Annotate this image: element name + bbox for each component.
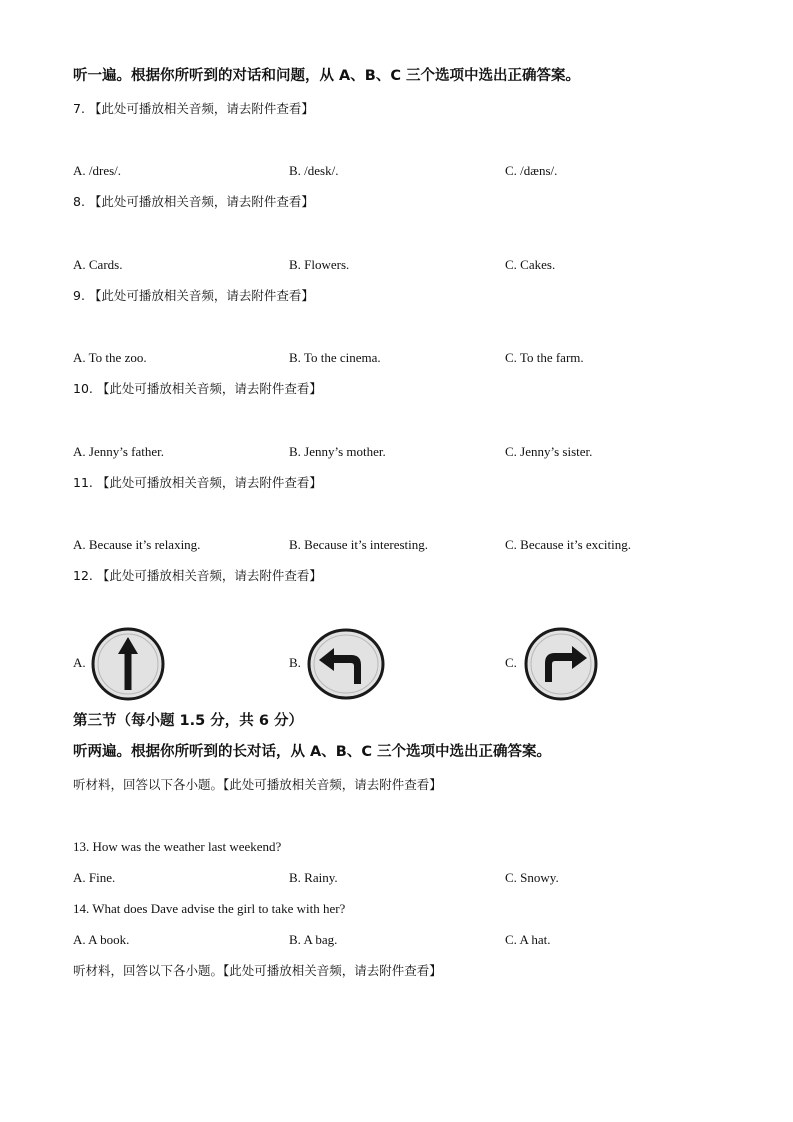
question-number: 7. bbox=[73, 101, 85, 116]
instruction-heading-1: 听一遍。根据你所听到的对话和问题，从 A、B、C 三个选项中选出正确答案。 bbox=[73, 68, 581, 84]
question-11-audio bbox=[73, 474, 322, 492]
instruction-heading-2: 听两遍。根据你所听到的长对话，从 A、B、C 三个选项中选出正确答案。 bbox=[73, 744, 552, 760]
question-number: 11. bbox=[73, 475, 93, 490]
option-letter: B. bbox=[289, 655, 301, 670]
option-c[interactable]: C. To the farm. bbox=[505, 350, 584, 365]
option-b[interactable]: B. A bag. bbox=[289, 932, 338, 947]
option-a[interactable]: A. Fine. bbox=[73, 870, 116, 885]
option-b[interactable]: B. To the cinema. bbox=[289, 350, 381, 365]
question-12-options bbox=[73, 626, 733, 702]
option-b[interactable]: B. Because it’s interesting. bbox=[289, 537, 429, 552]
question-10-options bbox=[73, 443, 733, 461]
question-8-audio bbox=[73, 193, 314, 211]
straight-arrow-icon bbox=[87, 626, 169, 702]
section-3-title: 第三节（每小题 1.5 分，共 6 分） bbox=[73, 713, 303, 729]
option-c[interactable]: C. /dæns/. bbox=[505, 163, 558, 178]
question-13-options bbox=[73, 869, 733, 887]
audio-placeholder[interactable]: 【此处可播放相关音频，请去附件查看】 bbox=[96, 568, 322, 583]
option-c[interactable]: C. Cakes. bbox=[505, 257, 556, 272]
option-b[interactable]: B. Flowers. bbox=[289, 257, 350, 272]
audio-placeholder[interactable]: 【此处可播放相关音频，请去附件查看】 bbox=[88, 194, 314, 209]
option-letter: C. bbox=[505, 655, 517, 670]
option-letter: A. bbox=[73, 655, 86, 670]
option-c[interactable]: C. A hat. bbox=[505, 932, 551, 947]
question-8-options bbox=[73, 256, 733, 274]
option-b[interactable]: B. /desk/. bbox=[289, 163, 339, 178]
option-a[interactable]: A. Cards. bbox=[73, 257, 123, 272]
option-c[interactable]: C. Because it’s exciting. bbox=[505, 537, 632, 552]
turn-left-arrow-icon bbox=[303, 626, 389, 702]
listen-material-1: 听材料，回答以下各小题。【此处可播放相关音频，请去附件查看】 bbox=[73, 777, 442, 792]
question-14-options bbox=[73, 931, 733, 949]
audio-placeholder[interactable]: 【此处可播放相关音频，请去附件查看】 bbox=[96, 381, 322, 396]
question-9-audio bbox=[73, 287, 314, 305]
question-number: 12. bbox=[73, 568, 93, 583]
option-a[interactable]: A. /dres/. bbox=[73, 163, 122, 178]
option-a[interactable]: A. Because it’s relaxing. bbox=[73, 537, 201, 552]
question-14-text: 14. What does Dave advise the girl to take with her? bbox=[73, 901, 346, 916]
question-number: 8. bbox=[73, 194, 85, 209]
option-a[interactable]: A. To the zoo. bbox=[73, 350, 147, 365]
turn-right-arrow-icon bbox=[519, 626, 603, 702]
question-11-options bbox=[73, 536, 733, 554]
question-10-audio bbox=[73, 380, 322, 398]
option-c[interactable]: C. Snowy. bbox=[505, 870, 559, 885]
audio-placeholder[interactable]: 【此处可播放相关音频，请去附件查看】 bbox=[88, 288, 314, 303]
question-number: 9. bbox=[73, 288, 85, 303]
option-c[interactable]: C. Jenny’s sister. bbox=[505, 444, 593, 459]
question-7-options bbox=[73, 162, 733, 180]
listen-material-2: 听材料，回答以下各小题。【此处可播放相关音频，请去附件查看】 bbox=[73, 963, 442, 978]
audio-placeholder[interactable]: 【此处可播放相关音频，请去附件查看】 bbox=[96, 475, 322, 490]
audio-placeholder[interactable]: 【此处可播放相关音频，请去附件查看】 bbox=[88, 101, 314, 116]
option-a[interactable]: A. A book. bbox=[73, 932, 130, 947]
option-b[interactable]: B. Rainy. bbox=[289, 870, 338, 885]
question-9-options bbox=[73, 349, 733, 367]
question-13-text: 13. How was the weather last weekend? bbox=[73, 839, 282, 854]
option-a[interactable]: A. Jenny’s father. bbox=[73, 444, 164, 459]
question-number: 10. bbox=[73, 381, 93, 396]
question-12-audio bbox=[73, 567, 322, 585]
option-b[interactable]: B. Jenny’s mother. bbox=[289, 444, 386, 459]
question-7-audio bbox=[73, 100, 314, 118]
